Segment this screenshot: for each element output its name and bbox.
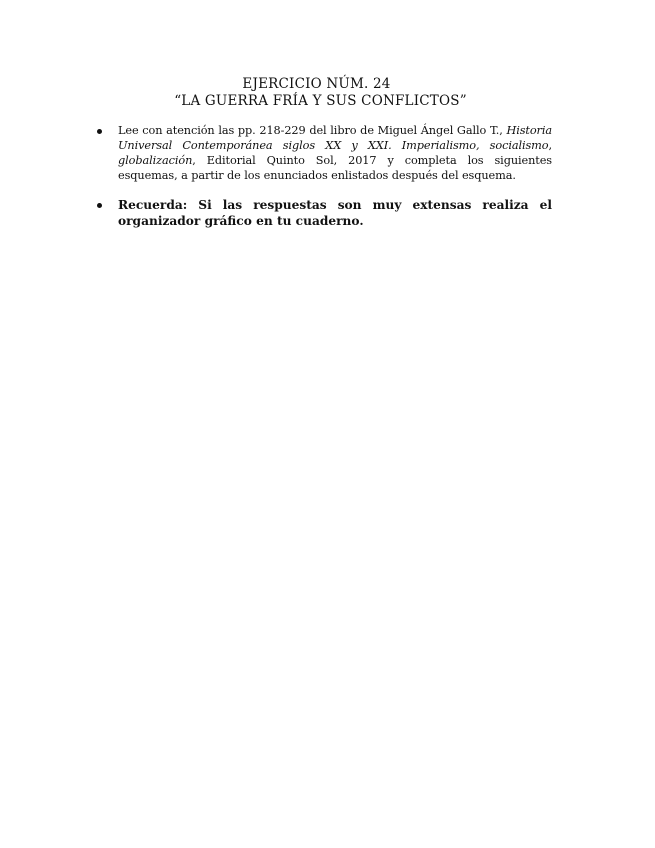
instructions-list <box>96 123 552 229</box>
instruction-reading <box>96 123 552 183</box>
reading-text-end: , Editorial Quinto Sol, 2017 y completa los siguientes esquemas, a partir de los enunciados enlistados después del esquema. <box>118 154 552 182</box>
reminder-text: Recuerda: Si las respuestas son muy extensas realiza el organizador gráfico en tu cuaderno. <box>118 198 552 228</box>
exercise-number-title: EJERCICIO NÚM. 24 <box>242 76 391 92</box>
title-block <box>0 76 655 110</box>
book-title-end: globalización <box>118 154 193 167</box>
book-title-separator: , <box>548 139 552 152</box>
reading-text-start: Lee con atención las pp. 218-229 del libro de Miguel Ángel Gallo T., <box>118 124 507 137</box>
exercise-topic-title: “LA GUERRA FRÍA Y SUS CONFLICTOS” <box>174 93 467 109</box>
bullet-icon <box>97 203 102 208</box>
instruction-reminder <box>96 197 552 229</box>
book-title: Historia Universal Contemporánea siglos XX y XXI. Imperialismo, socialismo <box>118 124 552 152</box>
bullet-icon <box>97 129 102 134</box>
